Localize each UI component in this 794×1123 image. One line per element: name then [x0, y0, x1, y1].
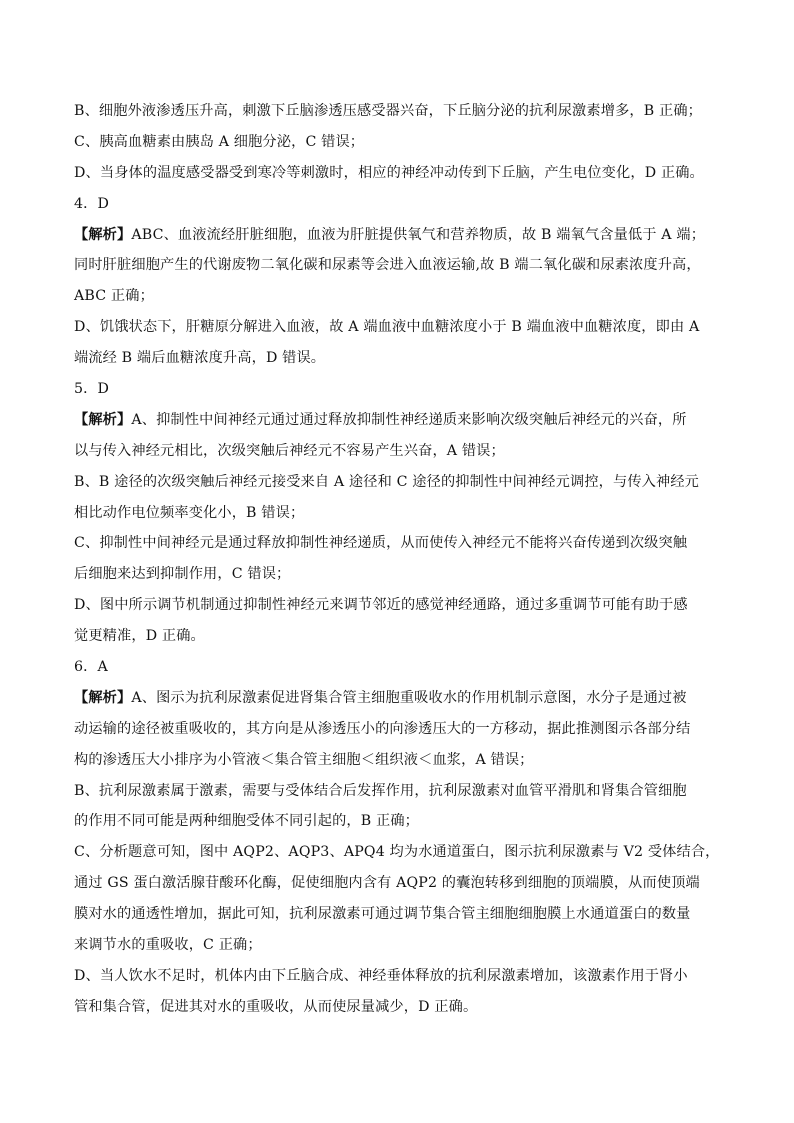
text-line — [74, 158, 704, 189]
line-text: 通过 GS 蛋白激活腺苷酸环化酶，促使细胞内含有 AQP2 的囊泡转移到细胞的顶端膜，从而使顶端 — [74, 875, 700, 892]
text-line — [74, 405, 689, 436]
line-text: 来调节水的重吸收，C 正确； — [74, 937, 262, 954]
line-text: A、图示为抗利尿激素促进肾集合管主细胞重吸收水的作用机制示意图，水分子是通过被 — [131, 689, 687, 706]
line-text: A、抑制性中间神经元通过通过释放抑制性神经递质来影响次级突触后神经元的兴奋，所 — [131, 411, 687, 428]
line-text: 管和集合管，促进其对水的重吸收，从而使尿量减少，D 正确。 — [74, 998, 478, 1015]
text-line — [74, 127, 689, 158]
question-answer-heading — [74, 374, 689, 405]
line-text: D、图中所示调节机制通过抑制性神经元来调节邻近的感觉神经通路，通过多重调节可能有助于感 — [74, 597, 688, 614]
answer-explanation-page — [74, 96, 720, 1023]
line-text: 构的渗透压大小排序为小管液＜集合管主细胞＜组织液＜血浆，A 错误； — [74, 751, 534, 768]
analysis-tag: 【解析】 — [74, 689, 132, 706]
line-text: ABC 正确； — [74, 288, 154, 305]
line-text: D、饥饿状态下，肝糖原分解进入血液，故 A 端血液中血糖浓度小于 B 端血液中血糖浓度，即由 A — [74, 319, 700, 336]
line-text: B、抗利尿激素属于激素，需要与受体结合后发挥作用，抗利尿激素对血管平滑肌和肾集合管细胞 — [74, 782, 687, 799]
text-line — [74, 899, 689, 930]
text-line — [74, 776, 689, 807]
question-answer-heading — [74, 652, 689, 683]
line-text: B、B 途径的次级突触后神经元接受来自 A 途径和 C 途径的抑制性中间神经元调控，与传入神经元 — [74, 473, 700, 490]
text-line — [74, 528, 689, 559]
text-line — [74, 621, 689, 652]
text-line — [74, 281, 689, 312]
text-line — [74, 498, 689, 529]
line-text: 5．D — [74, 381, 110, 398]
text-line — [74, 837, 720, 868]
line-text: D、当身体的温度感受器受到寒冷等刺激时，相应的神经冲动传到下丘脑，产生电位变化，D 正确。 — [74, 164, 704, 181]
text-line — [74, 590, 689, 621]
line-text: 觉更精准，D 正确。 — [74, 628, 205, 645]
line-text: B、细胞外液渗透压升高，刺激下丘脑渗透压感受器兴奋，下丘脑分泌的抗利尿激素增多，B 正确； — [74, 103, 702, 119]
line-text: 的作用不同可能是两种细胞受体不同引起的，B 正确； — [74, 813, 419, 830]
line-text: 4．D — [74, 195, 110, 212]
line-text: C、抑制性中间神经元是通过释放抑制性神经递质，从而使传入神经元不能将兴奋传递到次级突触 — [74, 535, 688, 552]
text-line — [74, 220, 706, 251]
text-line — [74, 961, 689, 992]
text-line — [74, 868, 700, 899]
line-text: 膜对水的通透性增加，据此可知，抗利尿激素可通过调节集合管主细胞细胞膜上水通道蛋白的数量 — [74, 906, 691, 923]
text-line — [74, 436, 689, 467]
text-line — [74, 930, 689, 961]
line-text: D、当人饮水不足时，机体内由下丘脑合成、神经垂体释放的抗利尿激素增加，该激素作用于肾小 — [74, 967, 688, 984]
text-line — [74, 343, 689, 374]
text-line — [74, 559, 689, 590]
line-text: 后细胞来达到抑制作用，C 错误； — [74, 566, 291, 583]
text-line — [74, 467, 700, 498]
text-line — [74, 96, 702, 127]
text-line — [74, 714, 689, 745]
text-line — [74, 312, 700, 343]
text-line — [74, 250, 701, 281]
line-text: 动运输的途径被重吸收的，其方向是从渗透压小的向渗透压大的一方移动，据此推测图示各部分结 — [74, 720, 691, 737]
line-text: C、分析题意可知，图中 AQP2、AQP3、APQ4 均为水通道蛋白，图示抗利尿激素与 V2 受体结合， — [74, 844, 720, 861]
line-text: C、胰高血糖素由胰岛 A 细胞分泌，C 错误； — [74, 133, 365, 150]
line-text: 6．A — [74, 659, 108, 676]
line-text: 同时肝脏细胞产生的代谢废物二氧化碳和尿素等会进入血液运输,故 B 端二氧化碳和尿素浓度升高， — [74, 257, 701, 274]
analysis-tag: 【解析】 — [74, 411, 132, 428]
line-text: 相比动作电位频率变化小，B 错误； — [74, 504, 305, 521]
question-answer-heading — [74, 189, 689, 220]
text-line — [74, 745, 689, 776]
text-line — [74, 992, 689, 1023]
text-line — [74, 683, 689, 714]
text-line — [74, 806, 689, 837]
line-text: ABC、血液流经肝脏细胞，血液为肝脏提供氧气和营养物质，故 B 端氧气含量低于 A 端； — [131, 226, 706, 243]
line-text: 端流经 B 端后血糖浓度升高，D 错误。 — [74, 350, 326, 367]
analysis-tag: 【解析】 — [74, 226, 132, 243]
line-text: 以与传入神经元相比，次级突触后神经元不容易产生兴奋，A 错误； — [74, 442, 505, 459]
